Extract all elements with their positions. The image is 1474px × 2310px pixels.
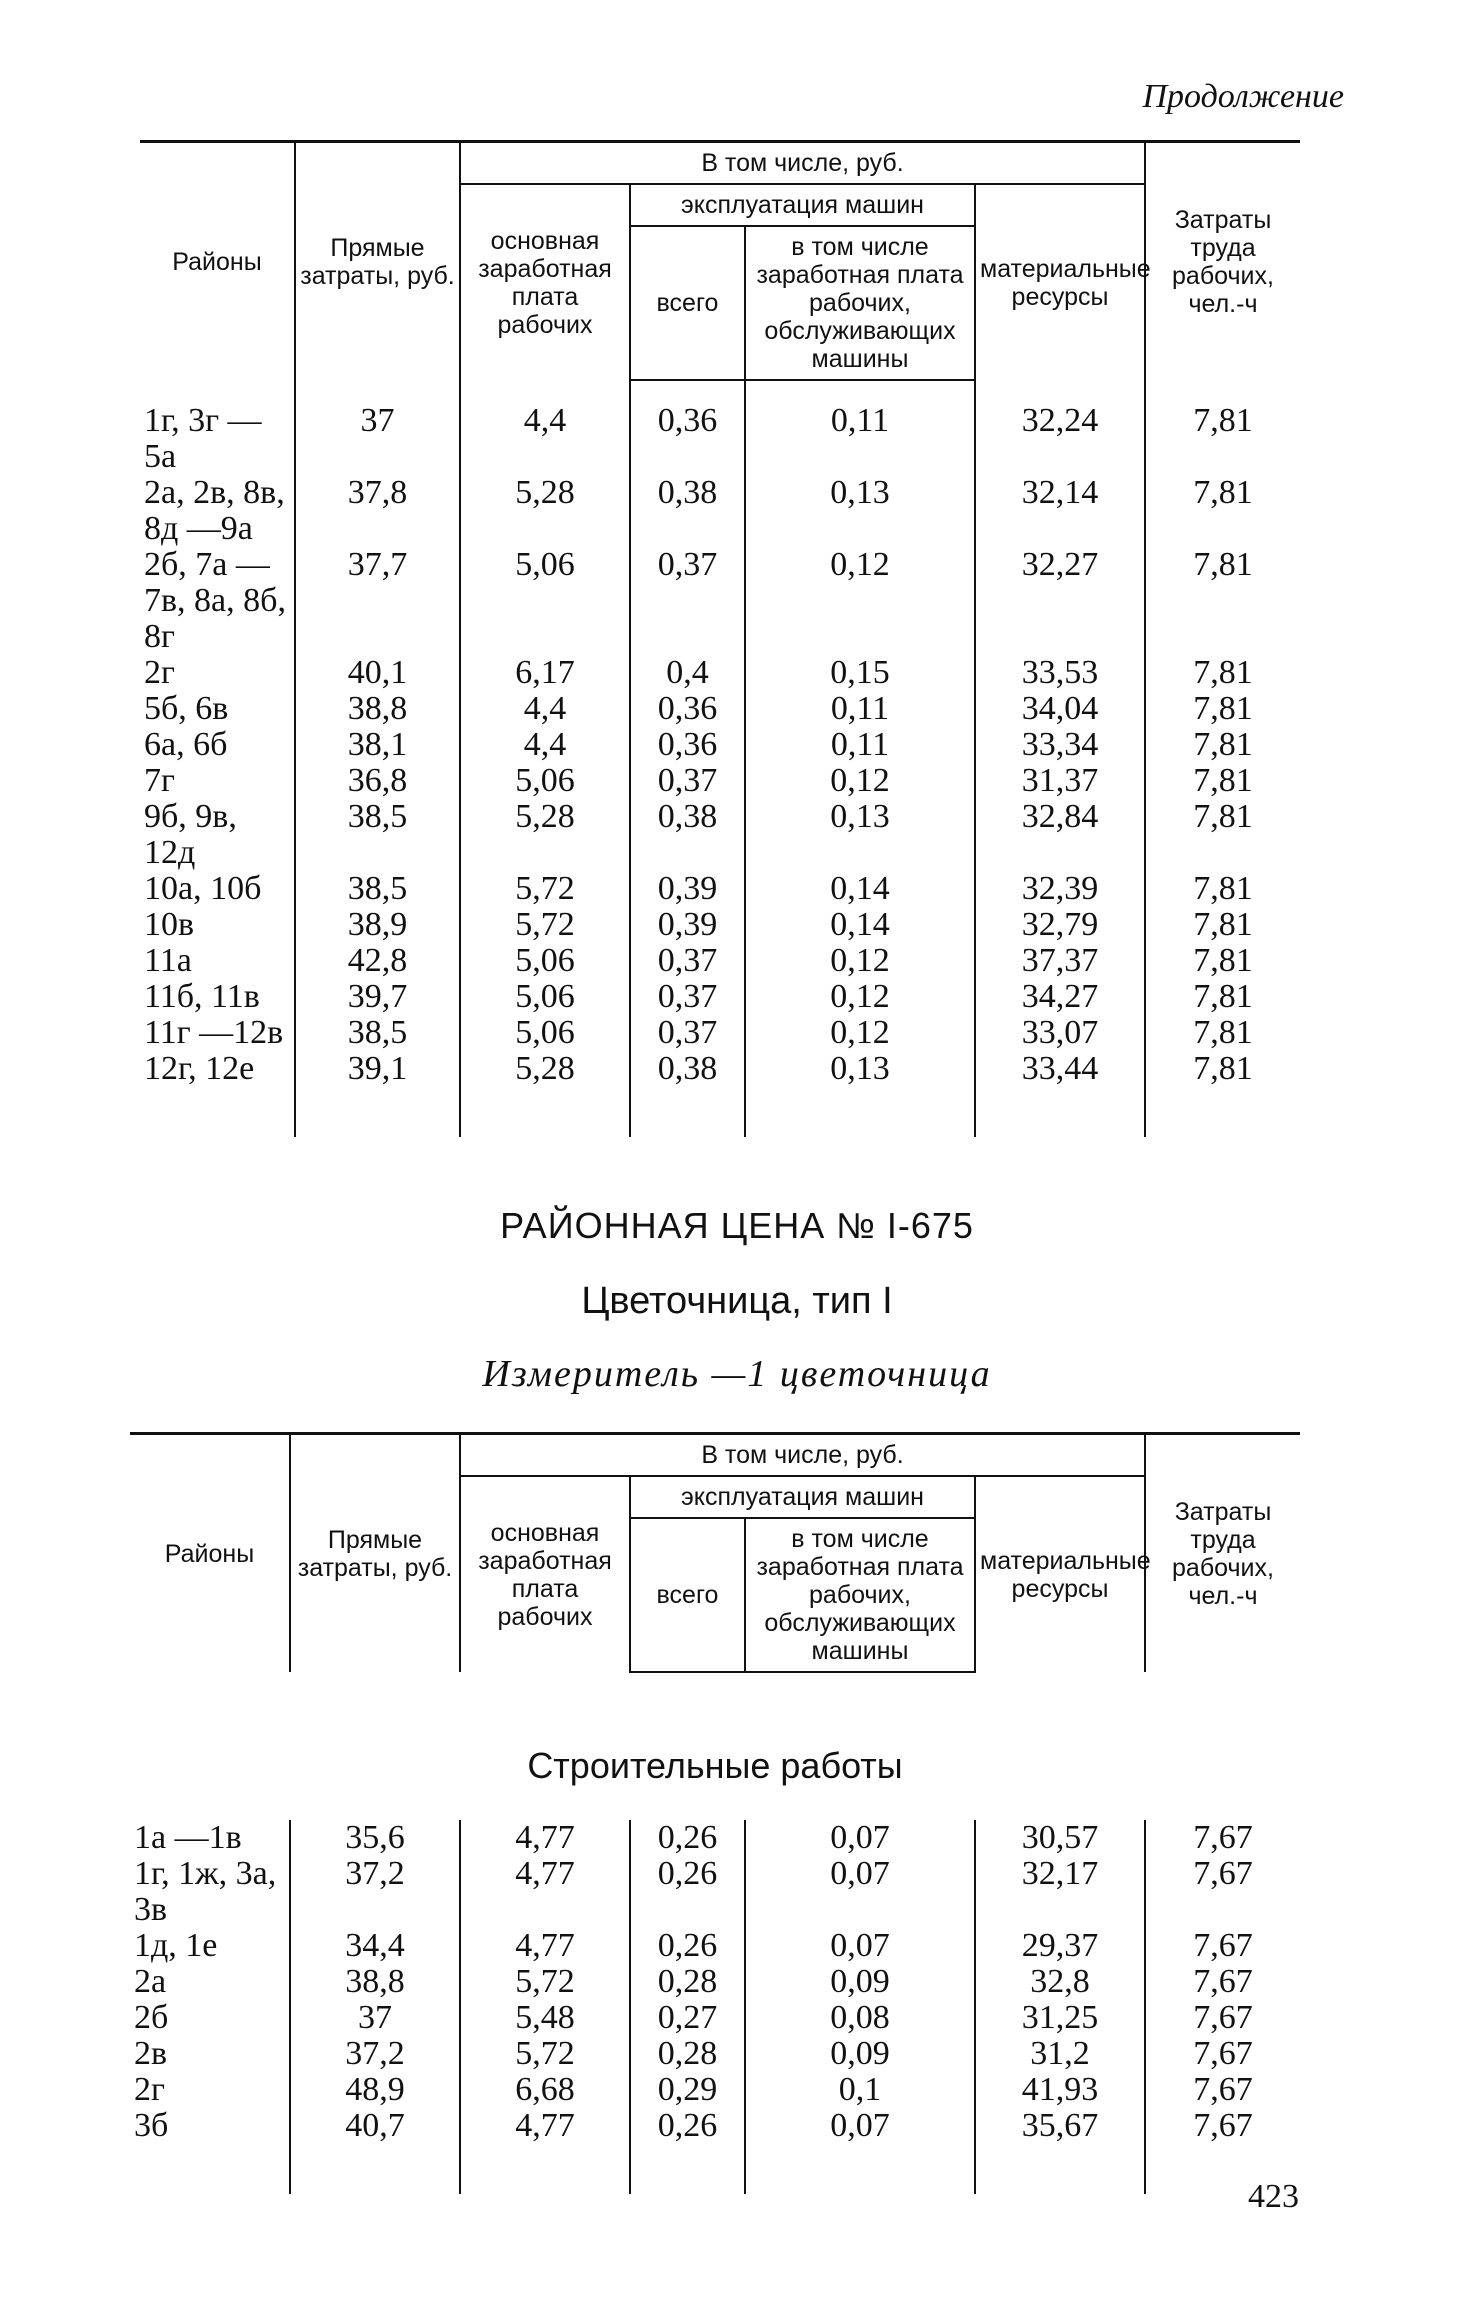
table-row [140, 691, 1300, 727]
header-machine-operation: эксплуатация машин [630, 184, 975, 226]
machines-total-cell: 0,26 [630, 2108, 745, 2144]
table-row [130, 1928, 1300, 1964]
table-row [140, 907, 1300, 943]
machine-wage-cell: 0,11 [745, 691, 975, 727]
labor-cell: 7,81 [1145, 871, 1300, 907]
base-wage-cell: 5,72 [460, 871, 630, 907]
header-labor: Затраты труда рабочих, чел.-ч [1145, 1434, 1300, 1673]
region-cell: 2г [134, 2071, 165, 2108]
machines-total-cell: 0,38 [630, 475, 745, 547]
materials-cell: 37,37 [975, 943, 1145, 979]
region-cell: 12г, 12е [144, 1050, 255, 1087]
machines-total-cell: 0,39 [630, 871, 745, 907]
direct-cost-cell: 37 [295, 403, 460, 475]
machine-wage-cell: 0,07 [745, 1856, 975, 1928]
region-cell: 2б [134, 1999, 169, 2036]
materials-cell: 32,79 [975, 907, 1145, 943]
table-row [140, 943, 1300, 979]
machine-wage-cell: 0,12 [745, 979, 975, 1015]
machines-total-cell: 0,26 [630, 1820, 745, 1856]
labor-cell: 7,81 [1145, 1015, 1300, 1051]
direct-cost-cell: 38,9 [295, 907, 460, 943]
table-row [140, 727, 1300, 763]
machine-wage-cell: 0,11 [745, 727, 975, 763]
section-title: Строительные работы [527, 1745, 903, 1786]
region-cell: 2а [134, 1963, 167, 2000]
base-wage-cell: 5,28 [460, 1051, 630, 1087]
header-materials: материальные ресурсы [975, 1476, 1145, 1672]
machine-wage-cell: 0,13 [745, 799, 975, 871]
table-row [140, 979, 1300, 1015]
materials-cell: 29,37 [975, 1928, 1145, 1964]
price-table-continued [140, 140, 1300, 1137]
labor-cell: 7,81 [1145, 403, 1300, 475]
materials-cell: 32,24 [975, 403, 1145, 475]
machines-total-cell: 0,37 [630, 943, 745, 979]
region-cell: 2г [144, 654, 175, 691]
labor-cell: 7,81 [1145, 799, 1300, 871]
labor-cell: 7,67 [1145, 2036, 1300, 2072]
region-cell: 10в [144, 906, 195, 943]
machine-wage-cell: 0,12 [745, 547, 975, 655]
base-wage-cell: 5,72 [460, 907, 630, 943]
machines-total-cell: 0,37 [630, 979, 745, 1015]
measure-unit: Измеритель —1 цветочница [482, 1353, 992, 1395]
table-row [130, 1856, 1300, 1928]
machine-wage-cell: 0,12 [745, 1015, 975, 1051]
labor-cell: 7,81 [1145, 727, 1300, 763]
header-operator-wage: в том числе заработная плата рабочих, обслуживающих машины [745, 1518, 975, 1672]
region-cell: 11а [144, 942, 192, 979]
base-wage-cell: 5,72 [460, 1964, 630, 2000]
direct-cost-cell: 38,5 [295, 1015, 460, 1051]
region-cell: 7г [144, 762, 175, 799]
price-table-i675 [130, 1432, 1300, 1673]
direct-cost-cell: 37,8 [295, 475, 460, 547]
header-total: всего [630, 226, 745, 380]
table-row [130, 2036, 1300, 2072]
base-wage-cell: 4,4 [460, 691, 630, 727]
base-wage-cell: 4,4 [460, 727, 630, 763]
price-table-i675-body [130, 1820, 1300, 2194]
machines-total-cell: 0,27 [630, 2000, 745, 2036]
region-cell: 9б, 9в, 12д [144, 798, 237, 871]
direct-cost-cell: 40,1 [295, 655, 460, 691]
region-cell: 2а, 2в, 8в, 8д —9а [144, 474, 285, 547]
labor-cell: 7,81 [1145, 763, 1300, 799]
table1-body [140, 380, 1300, 1137]
table-row [140, 655, 1300, 691]
machine-wage-cell: 0,14 [745, 871, 975, 907]
materials-cell: 32,27 [975, 547, 1145, 655]
page-number: 423 [1248, 2178, 1299, 2215]
header-including: В том числе, руб. [460, 142, 1145, 185]
materials-cell: 31,37 [975, 763, 1145, 799]
base-wage-cell: 4,4 [460, 403, 630, 475]
machine-wage-cell: 0,08 [745, 2000, 975, 2036]
region-cell: 1а —1в [134, 1819, 242, 1856]
machine-wage-cell: 0,07 [745, 1928, 975, 1964]
table-row [140, 403, 1300, 475]
direct-cost-cell: 39,1 [295, 1051, 460, 1087]
base-wage-cell: 4,77 [460, 1856, 630, 1928]
region-cell: 10а, 10б [144, 870, 262, 907]
machine-wage-cell: 0,13 [745, 475, 975, 547]
base-wage-cell: 5,72 [460, 2036, 630, 2072]
machine-wage-cell: 0,13 [745, 1051, 975, 1087]
header-regions: Районы [130, 1434, 290, 1673]
header-labor: Затраты труда рабочих, чел.-ч [1145, 142, 1300, 381]
direct-cost-cell: 39,7 [295, 979, 460, 1015]
direct-cost-cell: 36,8 [295, 763, 460, 799]
region-cell: 1д, 1е [134, 1927, 218, 1964]
machines-total-cell: 0,26 [630, 1856, 745, 1928]
materials-cell: 34,04 [975, 691, 1145, 727]
direct-cost-cell: 37,2 [290, 2036, 460, 2072]
labor-cell: 7,81 [1145, 907, 1300, 943]
base-wage-cell: 4,77 [460, 1928, 630, 1964]
header-total: всего [630, 1518, 745, 1672]
table-row [130, 1964, 1300, 2000]
labor-cell: 7,81 [1145, 691, 1300, 727]
table-row [140, 799, 1300, 871]
base-wage-cell: 5,06 [460, 547, 630, 655]
materials-cell: 32,14 [975, 475, 1145, 547]
header-machine-operation: эксплуатация машин [630, 1476, 975, 1518]
header-including: В том числе, руб. [460, 1434, 1145, 1477]
table-row [140, 1051, 1300, 1087]
machines-total-cell: 0,37 [630, 547, 745, 655]
machines-total-cell: 0,26 [630, 1928, 745, 1964]
direct-cost-cell: 38,8 [295, 691, 460, 727]
header-operator-wage: в том числе заработная плата рабочих, обслуживающих машины [745, 226, 975, 380]
table-row [130, 2072, 1300, 2108]
header-base-wage: основная заработная плата рабочих [460, 184, 630, 380]
base-wage-cell: 5,28 [460, 475, 630, 547]
direct-cost-cell: 37 [290, 2000, 460, 2036]
direct-cost-cell: 35,6 [290, 1820, 460, 1856]
base-wage-cell: 6,17 [460, 655, 630, 691]
labor-cell: 7,81 [1145, 547, 1300, 655]
continuation-label: Продолжение [1142, 78, 1344, 115]
labor-cell: 7,67 [1145, 1964, 1300, 2000]
materials-cell: 32,39 [975, 871, 1145, 907]
table-row [140, 871, 1300, 907]
machines-total-cell: 0,28 [630, 1964, 745, 2000]
table-row [130, 2108, 1300, 2144]
item-title: Цветочница, тип I [581, 1280, 893, 1322]
region-cell: 2б, 7а — 7в, 8а, 8б, 8г [144, 546, 286, 655]
region-cell: 1г, 1ж, 3а, 3в [134, 1855, 277, 1928]
direct-cost-cell: 42,8 [295, 943, 460, 979]
header-direct-costs: Прямые затраты, руб. [295, 142, 460, 381]
labor-cell: 7,81 [1145, 979, 1300, 1015]
table-row [130, 2000, 1300, 2036]
materials-cell: 33,34 [975, 727, 1145, 763]
machine-wage-cell: 0,09 [745, 2036, 975, 2072]
direct-cost-cell: 38,5 [295, 871, 460, 907]
labor-cell: 7,67 [1145, 2072, 1300, 2108]
direct-cost-cell: 38,8 [290, 1964, 460, 2000]
header-direct-costs: Прямые затраты, руб. [290, 1434, 460, 1673]
direct-cost-cell: 38,1 [295, 727, 460, 763]
machine-wage-cell: 0,11 [745, 403, 975, 475]
labor-cell: 7,81 [1145, 1051, 1300, 1087]
machines-total-cell: 0,38 [630, 1051, 745, 1087]
materials-cell: 32,84 [975, 799, 1145, 871]
machine-wage-cell: 0,14 [745, 907, 975, 943]
machines-total-cell: 0,29 [630, 2072, 745, 2108]
base-wage-cell: 5,06 [460, 763, 630, 799]
region-cell: 5б, 6в [144, 690, 229, 727]
materials-cell: 33,07 [975, 1015, 1145, 1051]
materials-cell: 41,93 [975, 2072, 1145, 2108]
header-base-wage: основная заработная плата рабочих [460, 1476, 630, 1672]
machines-total-cell: 0,28 [630, 2036, 745, 2072]
machines-total-cell: 0,36 [630, 727, 745, 763]
base-wage-cell: 5,06 [460, 979, 630, 1015]
materials-cell: 30,57 [975, 1820, 1145, 1856]
base-wage-cell: 5,28 [460, 799, 630, 871]
machine-wage-cell: 0,12 [745, 943, 975, 979]
direct-cost-cell: 34,4 [290, 1928, 460, 1964]
region-cell: 3б [134, 2107, 169, 2144]
base-wage-cell: 5,06 [460, 943, 630, 979]
direct-cost-cell: 40,7 [290, 2108, 460, 2144]
materials-cell: 32,8 [975, 1964, 1145, 2000]
header-materials: материальные ресурсы [975, 184, 1145, 380]
materials-cell: 34,27 [975, 979, 1145, 1015]
table-row [140, 1015, 1300, 1051]
materials-cell: 33,44 [975, 1051, 1145, 1087]
materials-cell: 35,67 [975, 2108, 1145, 2144]
machines-total-cell: 0,39 [630, 907, 745, 943]
materials-cell: 31,25 [975, 2000, 1145, 2036]
direct-cost-cell: 37,7 [295, 547, 460, 655]
labor-cell: 7,67 [1145, 1820, 1300, 1856]
materials-cell: 33,53 [975, 655, 1145, 691]
materials-cell: 31,2 [975, 2036, 1145, 2072]
machine-wage-cell: 0,09 [745, 1964, 975, 2000]
table-row [140, 475, 1300, 547]
table-row [130, 1820, 1300, 1856]
machines-total-cell: 0,38 [630, 799, 745, 871]
region-cell: 6а, 6б [144, 726, 228, 763]
machine-wage-cell: 0,15 [745, 655, 975, 691]
base-wage-cell: 6,68 [460, 2072, 630, 2108]
labor-cell: 7,67 [1145, 2000, 1300, 2036]
machines-total-cell: 0,36 [630, 691, 745, 727]
base-wage-cell: 5,48 [460, 2000, 630, 2036]
labor-cell: 7,67 [1145, 2108, 1300, 2144]
labor-cell: 7,67 [1145, 1928, 1300, 1964]
machine-wage-cell: 0,12 [745, 763, 975, 799]
machines-total-cell: 0,37 [630, 1015, 745, 1051]
base-wage-cell: 4,77 [460, 1820, 630, 1856]
region-cell: 1г, 3г — 5а [144, 402, 262, 475]
machine-wage-cell: 0,07 [745, 2108, 975, 2144]
region-cell: 11б, 11в [144, 978, 260, 1015]
base-wage-cell: 4,77 [460, 2108, 630, 2144]
labor-cell: 7,81 [1145, 943, 1300, 979]
labor-cell: 7,67 [1145, 1856, 1300, 1928]
region-cell: 11г —12в [144, 1014, 284, 1051]
table2-body [130, 1820, 1300, 2194]
machine-wage-cell: 0,1 [745, 2072, 975, 2108]
machines-total-cell: 0,37 [630, 763, 745, 799]
direct-cost-cell: 48,9 [290, 2072, 460, 2108]
machine-wage-cell: 0,07 [745, 1820, 975, 1856]
machines-total-cell: 0,36 [630, 403, 745, 475]
region-cell: 2в [134, 2035, 168, 2072]
price-title: РАЙОННАЯ ЦЕНА № I-675 [500, 1205, 974, 1246]
materials-cell: 32,17 [975, 1856, 1145, 1928]
table-row [140, 763, 1300, 799]
machines-total-cell: 0,4 [630, 655, 745, 691]
header-regions: Районы [140, 142, 295, 381]
direct-cost-cell: 38,5 [295, 799, 460, 871]
labor-cell: 7,81 [1145, 475, 1300, 547]
table-row [140, 547, 1300, 655]
direct-cost-cell: 37,2 [290, 1856, 460, 1928]
base-wage-cell: 5,06 [460, 1015, 630, 1051]
labor-cell: 7,81 [1145, 655, 1300, 691]
